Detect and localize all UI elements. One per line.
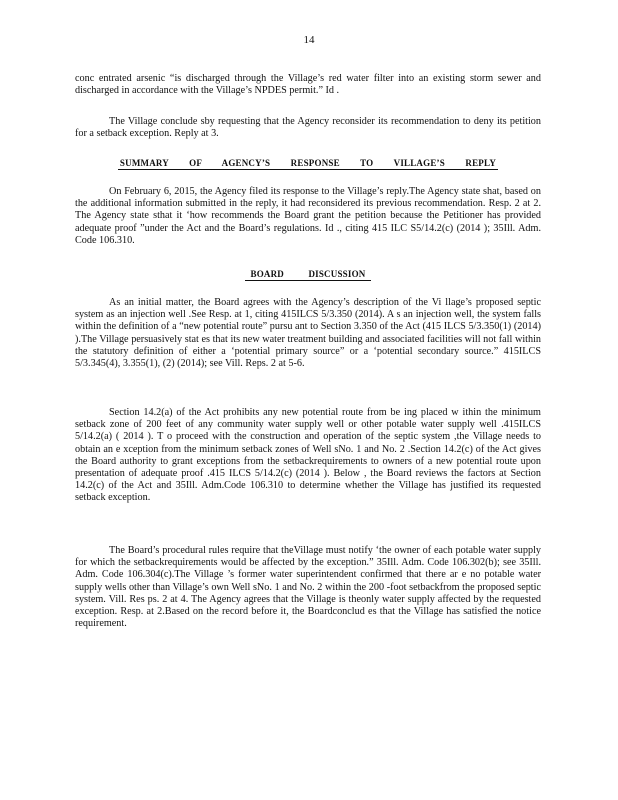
- section-heading-text: SUMMARY OF AGENCY’S RESPONSE TO VILLAGE’S REPLY: [119, 158, 497, 168]
- paragraph-continuation: conc entrated arsenic “is discharged through the Village’s red water filter into an existing storm sewer and discharged in accordance with the Village’s NPDES permit.” Id .: [75, 73, 541, 97]
- paragraph-procedural-rules: The Board’s procedural rules require that theVillage must notify ‘the owner of each potable water supply for which the setbackrequirements would be affected by the exception.” 35Ill. Adm. Code 106.302(b); see 35Ill. Adm. Code 106.304(c).The Village ’s former water superintendent confirmed that there ar e no potable water supply wells other than Village’s own Well sNo. 1 and No. 2 within the 200 -foot setbackfrom the proposed septic system. Vill. Res ps. 2 at 4. The Agency agrees that the Village is theonly water supply affected by the requested exception. Resp. at 2.Based on the record before it, the Boardconclud es that the Village has satisfied the notice requirement.: [75, 545, 541, 630]
- paragraph-section-14-2: Section 14.2(a) of the Act prohibits any new potential route from be ing placed w ithin the minimum setback zone of 200 feet of any community water supply well or other potable water supply well .415ILCS 5/14.2(a) ( 2014 ). T o proceed with the construction and operation of the septic system ,the Village needs to obtain an e xception from the minimum setback zones of Well sNo. 1 and No. 2 .Section 14.2(c) of the Act gives the Board authority to grant exceptions from the setbackrequirements to owners of a new potential route upon presentation of adequate proof .415 ILCS 5/14.2(c) (2014 ). Below , the Board reviews the factors at Section 14.2(c) of the Act and 35Ill. Adm.Code 106.310 to determine whether the Village has justified its requested setback exception.: [75, 407, 541, 504]
- paragraph-initial-matter: As an initial matter, the Board agrees with the Agency’s description of the Vi llage’s proposed septic system as an injection well .See Resp. at 1, citing 415ILCS 5/3.350 (2014). A s an injection well, the system falls within the definition of a “new potential route” pursu ant to Section 3.350 of the Act (415 ILCS 5/3.350(1) (2014) ).The Village persuasively stat es that its new water treatment building and associated facilities will not fall within the statutory definition of either a ‘potential primary source” or a ‘potential secondary source.” 415ILCS 5/3.345(4), 3.355(1), (2) (2014); see Vill. Reps. 2 at 5-6.: [75, 297, 541, 370]
- section-heading-board-discussion: [75, 269, 541, 281]
- section-heading-agency-response: [75, 158, 541, 170]
- section-heading-text: BOARD DISCUSSION: [245, 269, 372, 281]
- paragraph-village-conclusion: The Village conclude sby requesting that the Agency reconsider its recommendation to deny its petition for a setback exception. Reply at 3.: [75, 116, 541, 140]
- page-number: 14: [303, 34, 315, 46]
- paragraph-agency-response: On February 6, 2015, the Agency filed its response to the Village’s reply.The Agency state shat, based on the additional information submitted in the reply, it had reconsidered its previous recommendation. Resp. 2 at 2. The Agency state sthat it ‘how recommends the Board grant the petition because the Petitioner has provided adequate proof ”under the Act and the Board’s regulations. Id ., citing 415 ILC S5/14.2(c) (2014 ); 35Ill. Adm. Code 106.310.: [75, 186, 541, 246]
